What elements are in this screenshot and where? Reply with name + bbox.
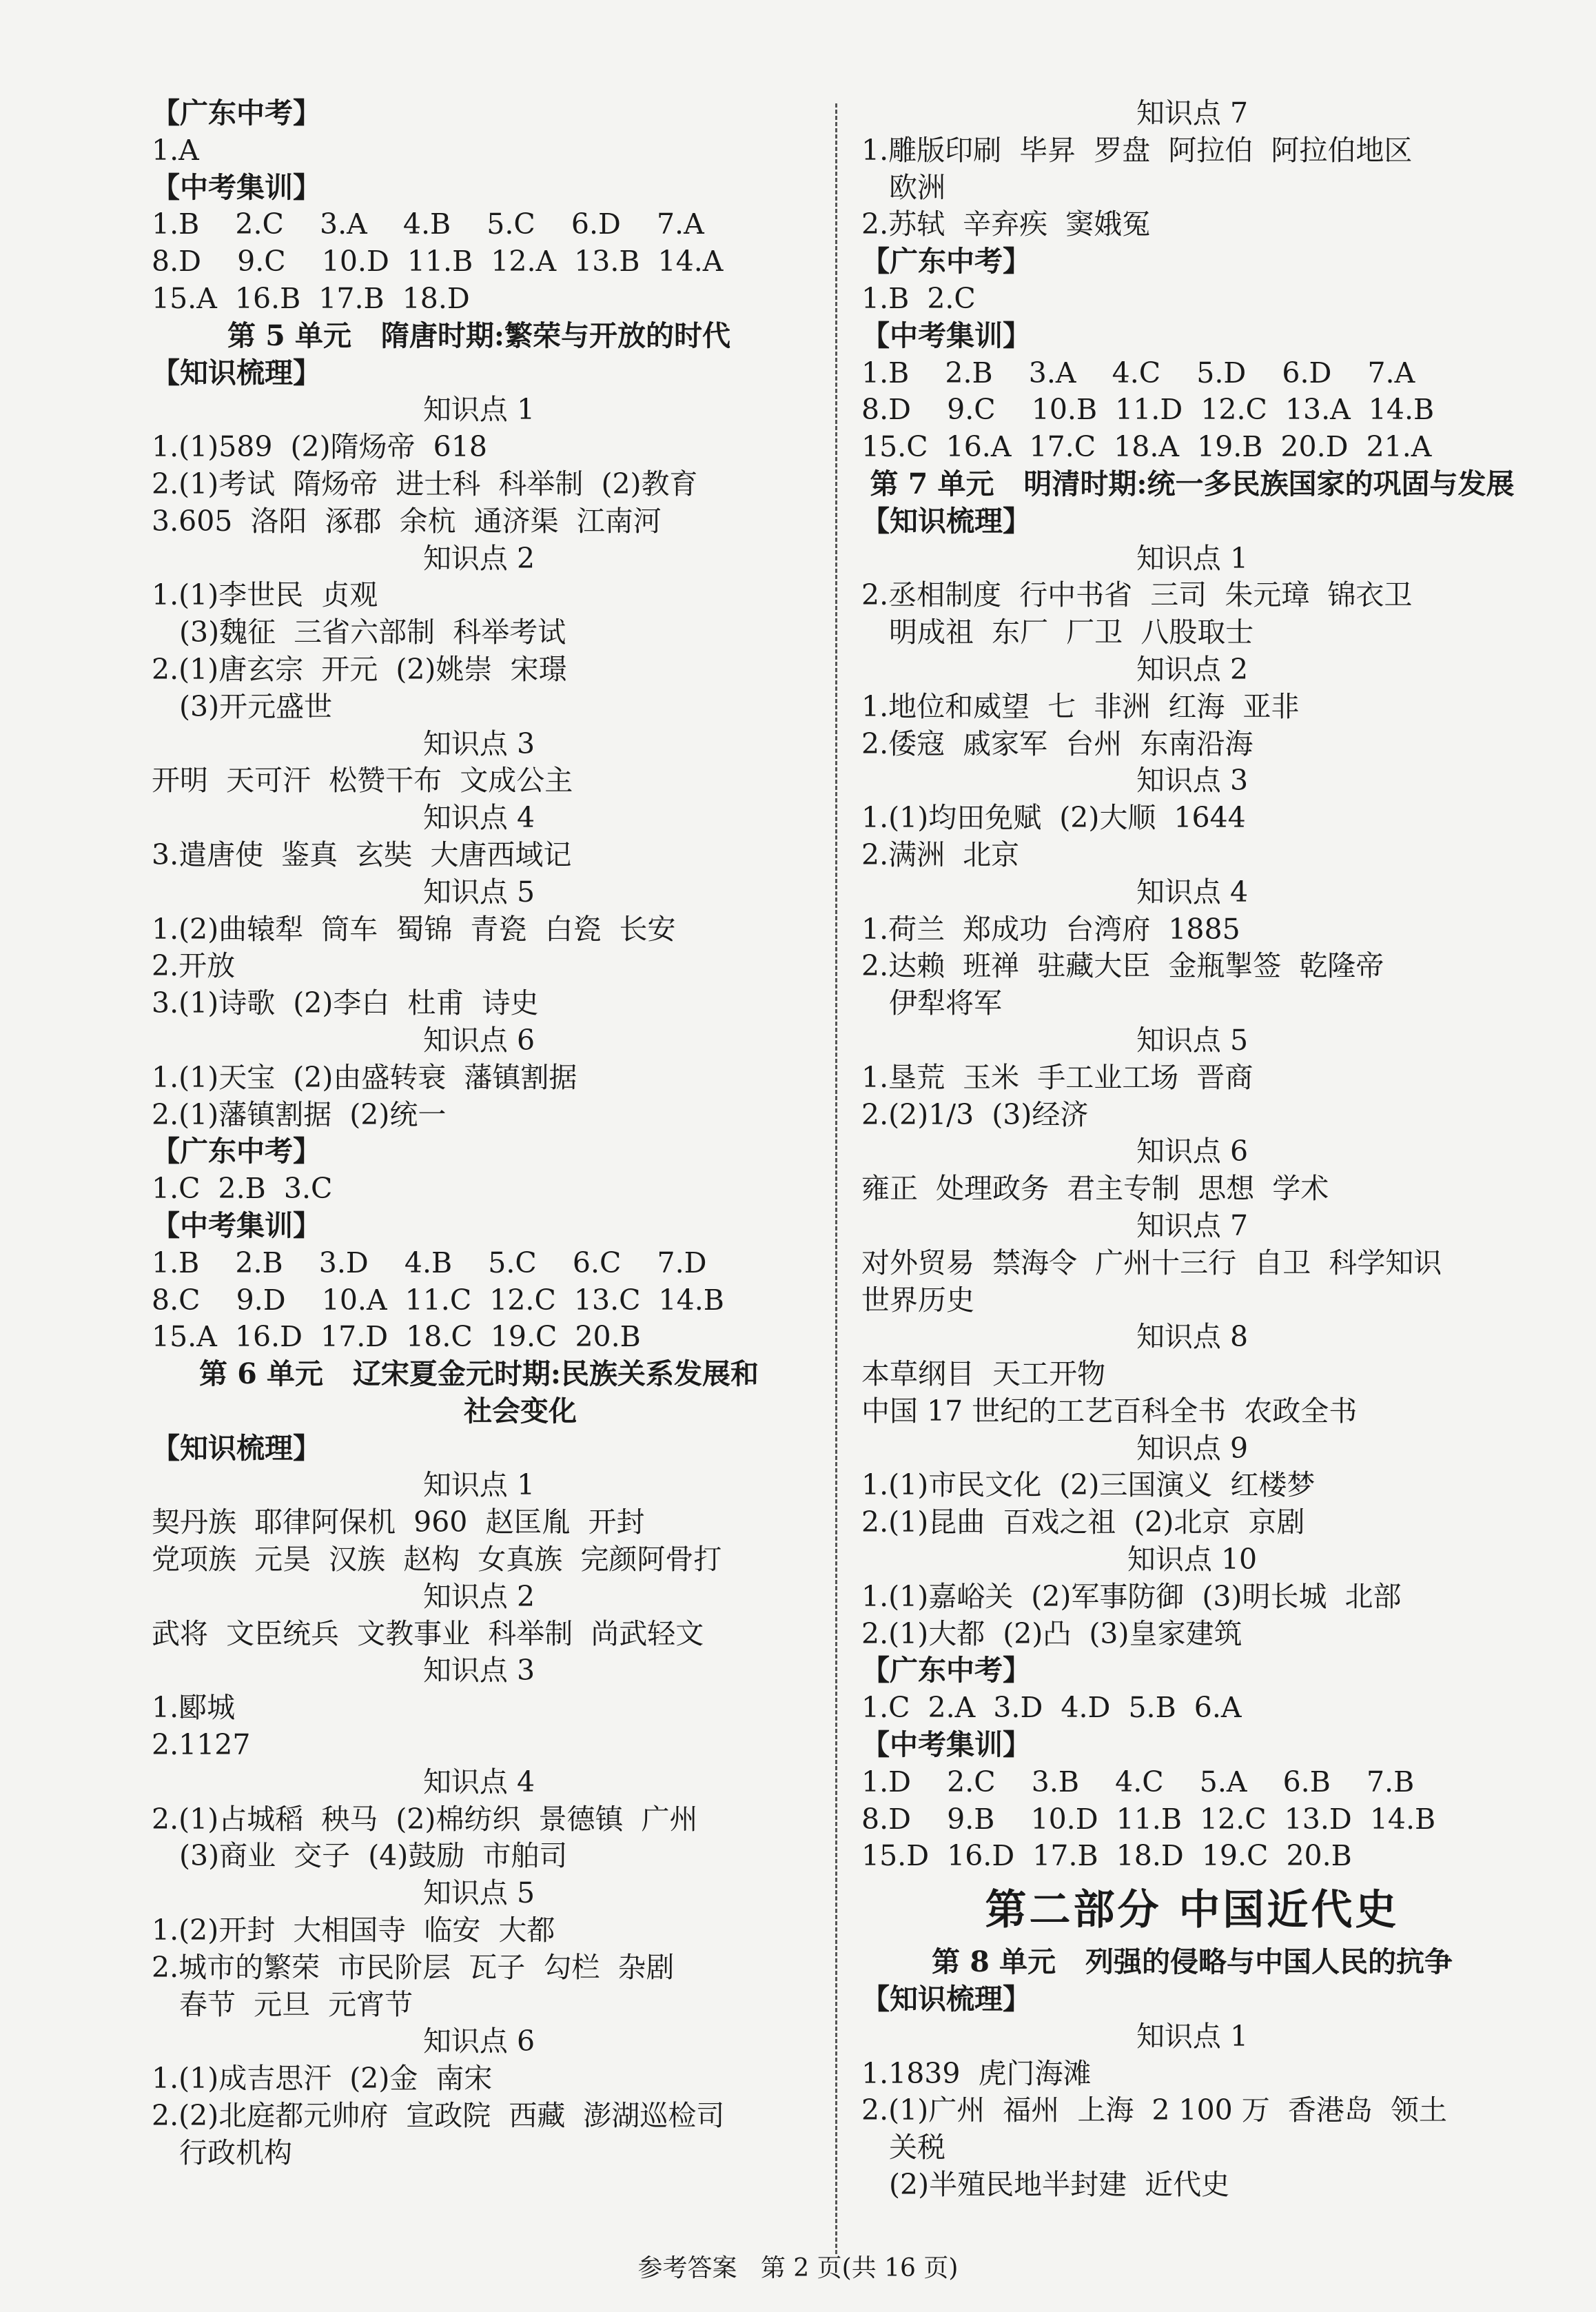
answer-line: 2.(2)1/3 (3)经济 bbox=[861, 1097, 1089, 1131]
section-header: 【知识梳理】 bbox=[861, 504, 1031, 538]
answer-line: 1.C 2.A 3.D 4.D 5.B 6.A bbox=[861, 1691, 1242, 1725]
section-header: 【知识梳理】 bbox=[861, 1983, 1031, 2016]
answer-line-indented: 春节 元旦 元宵节 bbox=[179, 1987, 413, 2021]
answer-line: 1.B 2.C bbox=[861, 281, 976, 315]
page-footer: 参考答案 第 2 页(共 16 页) bbox=[637, 2254, 959, 2282]
section-header: 【中考集训】 bbox=[152, 1208, 321, 1242]
answer-line-indented: (3)开元盛世 bbox=[179, 689, 333, 723]
answer-line-indented: 行政机构 bbox=[179, 2136, 292, 2169]
answer-line: 世界历史 bbox=[861, 1283, 974, 1317]
answer-line: 2.(1)藩镇割据 (2)统一 bbox=[152, 1097, 447, 1131]
answer-line: 2.(1)占城稻 秧马 (2)棉纺织 景德镇 广州 bbox=[152, 1802, 698, 1836]
answer-line: 15.A 16.B 17.B 18.D bbox=[152, 281, 470, 315]
knowledge-point-heading: 知识点 3 bbox=[1136, 764, 1249, 798]
knowledge-point-heading: 知识点 2 bbox=[422, 1579, 535, 1613]
answer-line-indented: 明成祖 东厂 厂卫 八股取士 bbox=[889, 616, 1254, 649]
answer-line: 2.达赖 班禅 驻藏大臣 金瓶掣签 乾隆帝 bbox=[861, 949, 1384, 983]
answer-line: 1.A bbox=[152, 133, 199, 167]
answer-line: 3.605 洛阳 涿郡 余杭 通济渠 江南河 bbox=[152, 504, 662, 538]
knowledge-point-heading: 知识点 1 bbox=[422, 1468, 535, 1502]
answer-line-indented: (3)魏征 三省六部制 科举考试 bbox=[179, 616, 566, 649]
answer-line: 2.(1)昆曲 百戏之祖 (2)北京 京剧 bbox=[861, 1505, 1305, 1539]
answer-line: 1.(1)589 (2)隋炀帝 618 bbox=[152, 430, 487, 464]
answer-line: 3.(1)诗歌 (2)李白 杜甫 诗史 bbox=[152, 986, 539, 1020]
left-column bbox=[152, 95, 806, 2172]
column-divider bbox=[835, 103, 837, 2254]
answer-line: 雍正 处理政务 君主专制 思想 学术 bbox=[861, 1172, 1329, 1206]
answer-line: 1.B 2.B 3.D 4.B 5.C 6.C 7.D bbox=[152, 1246, 707, 1279]
knowledge-point-heading: 知识点 6 bbox=[1136, 1135, 1249, 1168]
answer-line: 2.(1)广州 福州 上海 2 100 万 香港岛 领土 bbox=[861, 2093, 1447, 2127]
answer-line: 1.(1)成吉思汗 (2)金 南宋 bbox=[152, 2062, 493, 2096]
section-header: 【知识梳理】 bbox=[152, 1431, 321, 1465]
answer-line: 2.(1)考试 隋炀帝 进士科 科举制 (2)教育 bbox=[152, 467, 698, 500]
section-header: 【广东中考】 bbox=[861, 1654, 1031, 1687]
section-header: 【广东中考】 bbox=[152, 1135, 321, 1168]
section-header: 【中考集训】 bbox=[861, 318, 1031, 352]
answer-line-indented: 伊犁将军 bbox=[889, 986, 1002, 1020]
answer-line: 1.(1)李世民 贞观 bbox=[152, 578, 378, 612]
answer-line: 2.倭寇 戚家军 台州 东南沿海 bbox=[861, 727, 1254, 760]
knowledge-point-heading: 知识点 7 bbox=[1136, 97, 1249, 130]
knowledge-point-heading: 知识点 4 bbox=[422, 801, 535, 835]
answer-line: 8.D 9.B 10.D 11.B 12.C 13.D 14.B bbox=[861, 1802, 1436, 1836]
answer-line: 本草纲目 天工开物 bbox=[861, 1357, 1106, 1391]
section-header: 【广东中考】 bbox=[861, 245, 1031, 278]
answer-line-indented: 欧洲 bbox=[889, 170, 945, 204]
answer-line: 3.遣唐使 鉴真 玄奘 大唐西域记 bbox=[152, 838, 572, 871]
section-header: 【中考集训】 bbox=[861, 1728, 1031, 1762]
section-header: 【广东中考】 bbox=[152, 97, 321, 130]
answer-line: 1.(1)天宝 (2)由盛转衰 藩镇割据 bbox=[152, 1060, 577, 1094]
answer-line: 2.(2)北庭都元帅府 宣政院 西藏 澎湖巡检司 bbox=[152, 2099, 725, 2133]
unit-title: 第 7 单元 明清时期:统一多民族国家的巩固与发展 bbox=[870, 467, 1515, 500]
answer-line: 开明 天可汗 松赞干布 文成公主 bbox=[152, 764, 573, 798]
knowledge-point-heading: 知识点 5 bbox=[1136, 1023, 1249, 1057]
answer-line: 2.(1)大都 (2)凸 (3)皇家建筑 bbox=[861, 1616, 1242, 1650]
section-header: 【中考集训】 bbox=[152, 170, 321, 204]
answer-line: 1.垦荒 玉米 手工业工场 晋商 bbox=[861, 1060, 1254, 1094]
answer-line: 2.苏轼 辛弃疾 窦娥冤 bbox=[861, 207, 1151, 241]
answer-line: 1.荷兰 郑成功 台湾府 1885 bbox=[861, 912, 1240, 946]
answer-line-indented: 关税 bbox=[889, 2131, 945, 2164]
unit-title: 第 6 单元 辽宋夏金元时期:民族关系发展和 bbox=[198, 1357, 759, 1391]
knowledge-point-heading: 知识点 3 bbox=[422, 1654, 535, 1687]
knowledge-point-heading: 知识点 2 bbox=[422, 541, 535, 575]
knowledge-point-heading: 知识点 4 bbox=[1136, 875, 1249, 909]
answer-line: 1.(1)市民文化 (2)三国演义 红楼梦 bbox=[861, 1468, 1316, 1502]
answer-line: 中国 17 世纪的工艺百科全书 农政全书 bbox=[861, 1394, 1358, 1428]
knowledge-point-heading: 知识点 9 bbox=[1136, 1431, 1249, 1465]
answer-line: 8.C 9.D 10.A 11.C 12.C 13.C 14.B bbox=[152, 1283, 724, 1317]
section-header: 【知识梳理】 bbox=[152, 356, 321, 389]
knowledge-point-heading: 知识点 7 bbox=[1136, 1208, 1249, 1242]
knowledge-point-heading: 知识点 6 bbox=[422, 2025, 535, 2058]
answer-line: 15.A 16.D 17.D 18.C 19.C 20.B bbox=[152, 1320, 641, 1354]
answer-line: 2.丞相制度 行中书省 三司 朱元璋 锦衣卫 bbox=[861, 578, 1413, 612]
knowledge-point-heading: 知识点 5 bbox=[422, 1876, 535, 1910]
answer-line: 1.1839 虎门海滩 bbox=[861, 2056, 1092, 2090]
answer-line: 1.地位和威望 七 非洲 红海 亚非 bbox=[861, 689, 1300, 723]
knowledge-point-heading: 知识点 4 bbox=[422, 1765, 535, 1798]
knowledge-point-heading: 知识点 2 bbox=[1136, 652, 1249, 686]
answer-line: 1.B 2.C 3.A 4.B 5.C 6.D 7.A bbox=[152, 207, 704, 241]
answer-line: 契丹族 耶律阿保机 960 赵匡胤 开封 bbox=[152, 1505, 645, 1539]
knowledge-point-heading: 知识点 8 bbox=[1136, 1320, 1249, 1354]
answer-line: 1.雕版印刷 毕昇 罗盘 阿拉伯 阿拉伯地区 bbox=[861, 133, 1413, 167]
answer-line: 2.城市的繁荣 市民阶层 瓦子 勾栏 杂剧 bbox=[152, 1950, 675, 1984]
unit-title: 第 8 单元 列强的侵略与中国人民的抗争 bbox=[932, 1945, 1453, 1979]
answer-line: 1.D 2.C 3.B 4.C 5.A 6.B 7.B bbox=[861, 1765, 1415, 1798]
knowledge-point-heading: 知识点 6 bbox=[422, 1023, 535, 1057]
right-column bbox=[861, 95, 1523, 2204]
answer-line: 党项族 元昊 汉族 赵构 女真族 完颜阿骨打 bbox=[152, 1543, 722, 1576]
knowledge-point-heading: 知识点 1 bbox=[1136, 541, 1249, 575]
knowledge-point-heading: 知识点 1 bbox=[1136, 2019, 1249, 2053]
answer-line-indented: (3)商业 交子 (4)鼓励 市舶司 bbox=[179, 1839, 568, 1873]
answer-line: 武将 文臣统兵 文教事业 科举制 尚武轻文 bbox=[152, 1616, 704, 1650]
knowledge-point-heading: 知识点 10 bbox=[1127, 1543, 1258, 1576]
answer-line: 1.(1)均田免赋 (2)大顺 1644 bbox=[861, 801, 1246, 835]
answer-line: 2.(1)唐玄宗 开元 (2)姚崇 宋璟 bbox=[152, 652, 567, 686]
unit-title: 第 5 单元 隋唐时期:繁荣与开放的时代 bbox=[227, 318, 731, 352]
answer-line: 2.1127 bbox=[152, 1728, 251, 1762]
unit-title-continued: 社会变化 bbox=[464, 1394, 577, 1428]
answer-line: 1.B 2.B 3.A 4.C 5.D 6.D 7.A bbox=[861, 356, 1415, 389]
answer-line: 1.(2)曲辕犁 筒车 蜀锦 青瓷 白瓷 长安 bbox=[152, 912, 676, 946]
answer-line: 15.D 16.D 17.B 18.D 19.C 20.B bbox=[861, 1839, 1352, 1873]
answer-line: 1.(1)嘉峪关 (2)军事防御 (3)明长城 北部 bbox=[861, 1579, 1402, 1613]
answer-line: 1.C 2.B 3.C bbox=[152, 1172, 333, 1206]
part-title: 第二部分 中国近代史 bbox=[985, 1886, 1400, 1935]
answer-line: 8.D 9.C 10.D 11.B 12.A 13.B 14.A bbox=[152, 245, 724, 278]
answer-line: 1.郾城 bbox=[152, 1691, 236, 1725]
knowledge-point-heading: 知识点 1 bbox=[422, 393, 535, 427]
answer-line: 1.(2)开封 大相国寺 临安 大都 bbox=[152, 1914, 555, 1947]
answer-line: 15.C 16.A 17.C 18.A 19.B 20.D 21.A bbox=[861, 430, 1432, 464]
knowledge-point-heading: 知识点 5 bbox=[422, 875, 535, 909]
answer-line: 对外贸易 禁海令 广州十三行 自卫 科学知识 bbox=[861, 1246, 1442, 1279]
knowledge-point-heading: 知识点 3 bbox=[422, 727, 535, 760]
answer-line: 2.开放 bbox=[152, 949, 236, 983]
answer-line: 8.D 9.C 10.B 11.D 12.C 13.A 14.B bbox=[861, 393, 1435, 427]
answer-line: 2.满洲 北京 bbox=[861, 838, 1020, 871]
answer-line-indented: (2)半殖民地半封建 近代史 bbox=[889, 2168, 1230, 2202]
